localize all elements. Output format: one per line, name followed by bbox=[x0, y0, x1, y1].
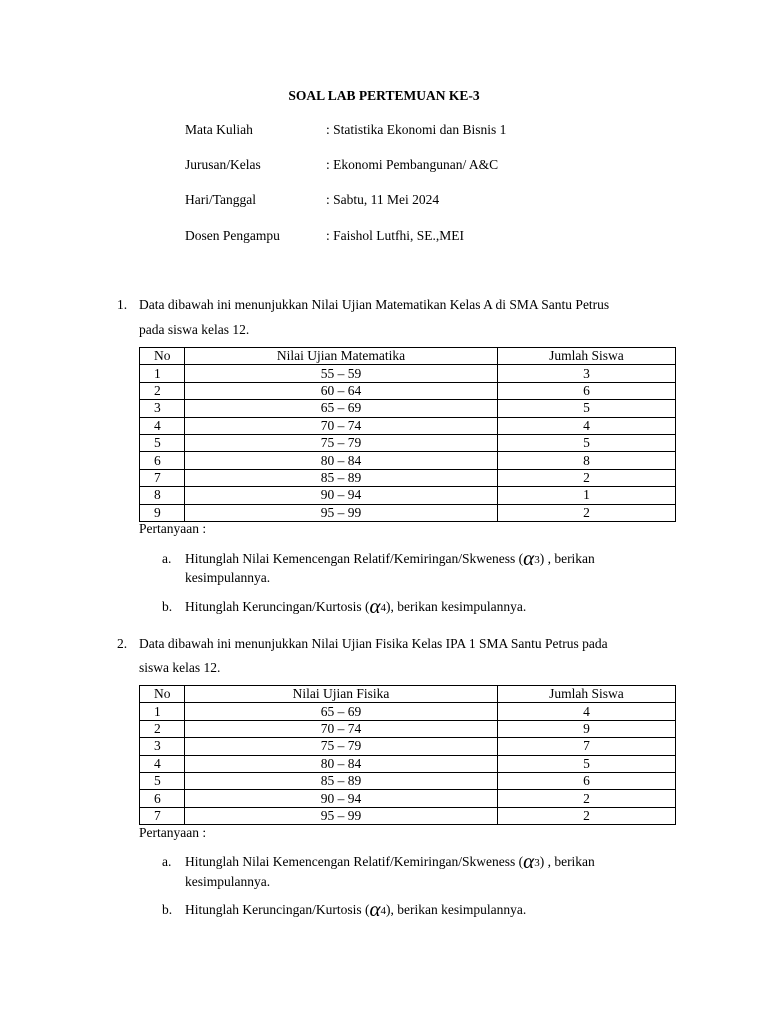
table-row bbox=[140, 504, 676, 521]
cell-no: 3 bbox=[140, 400, 185, 417]
table-header-row bbox=[140, 348, 676, 365]
page-title: SOAL LAB PERTEMUAN KE-3 bbox=[288, 88, 480, 103]
alpha-symbol: α bbox=[369, 897, 381, 921]
column-header-jumlah: Jumlah Siswa bbox=[498, 686, 676, 703]
cell-nilai: 65 – 69 bbox=[185, 400, 498, 417]
question-2-number: 2. bbox=[117, 636, 128, 651]
cell-jumlah: 1 bbox=[498, 487, 676, 504]
cell-jumlah: 2 bbox=[498, 469, 676, 486]
table-row bbox=[140, 434, 676, 451]
info-label-jurusan: Jurusan/Kelas bbox=[185, 157, 261, 172]
question-1-sub-a-marker: a. bbox=[162, 551, 172, 566]
cell-no: 5 bbox=[140, 434, 185, 451]
cell-no: 4 bbox=[140, 417, 185, 434]
cell-no: 1 bbox=[140, 365, 185, 382]
cell-nilai: 75 – 79 bbox=[185, 738, 498, 755]
question-2-sub-a-marker: a. bbox=[162, 854, 172, 869]
cell-nilai: 65 – 69 bbox=[185, 703, 498, 720]
question-1-sub-a-text: Hitunglah Nilai Kemencengan Relatif/Kemiringan/Skweness (α3) , berikan bbox=[185, 546, 595, 570]
table-row bbox=[140, 720, 676, 737]
cell-jumlah: 2 bbox=[498, 504, 676, 521]
question-2-pertanyaan-label: Pertanyaan : bbox=[139, 825, 207, 840]
table-row bbox=[140, 772, 676, 789]
info-value-hari: : Sabtu, 11 Mei 2024 bbox=[326, 192, 440, 207]
column-header-no: No bbox=[140, 686, 185, 703]
table-row bbox=[140, 487, 676, 504]
cell-jumlah: 5 bbox=[498, 434, 676, 451]
table-row bbox=[140, 417, 676, 434]
question-1-text-line1: Data dibawah ini menunjukkan Nilai Ujian Matematikan Kelas A di SMA Santu Petrus bbox=[139, 297, 610, 312]
cell-nilai: 85 – 89 bbox=[185, 772, 498, 789]
table-header-row bbox=[140, 686, 676, 703]
table-row bbox=[140, 400, 676, 417]
question-2-sub-b-marker: b. bbox=[162, 902, 173, 917]
cell-no: 7 bbox=[140, 469, 185, 486]
cell-jumlah: 6 bbox=[498, 382, 676, 399]
alpha-symbol: α bbox=[523, 849, 535, 873]
cell-nilai: 95 – 99 bbox=[185, 504, 498, 521]
question-2-data-table bbox=[139, 685, 676, 825]
cell-no: 1 bbox=[140, 703, 185, 720]
cell-no: 5 bbox=[140, 772, 185, 789]
column-header-nilai: Nilai Ujian Fisika bbox=[185, 686, 498, 703]
cell-nilai: 80 – 84 bbox=[185, 452, 498, 469]
cell-jumlah: 5 bbox=[498, 755, 676, 772]
cell-jumlah: 5 bbox=[498, 400, 676, 417]
cell-jumlah: 4 bbox=[498, 417, 676, 434]
info-label-dosen: Dosen Pengampu bbox=[185, 228, 280, 243]
question-2-text-line2: siswa kelas 12. bbox=[139, 660, 221, 675]
cell-jumlah: 3 bbox=[498, 365, 676, 382]
cell-jumlah: 4 bbox=[498, 703, 676, 720]
cell-nilai: 85 – 89 bbox=[185, 469, 498, 486]
table-row bbox=[140, 382, 676, 399]
cell-nilai: 70 – 74 bbox=[185, 417, 498, 434]
table-row bbox=[140, 738, 676, 755]
cell-jumlah: 9 bbox=[498, 720, 676, 737]
cell-no: 4 bbox=[140, 755, 185, 772]
cell-nilai: 80 – 84 bbox=[185, 755, 498, 772]
table-row bbox=[140, 365, 676, 382]
question-1-number: 1. bbox=[117, 297, 128, 312]
question-2-sub-a-line2: kesimpulannya. bbox=[185, 874, 271, 889]
info-label-hari: Hari/Tanggal bbox=[185, 192, 257, 207]
question-1-sub-b-marker: b. bbox=[162, 599, 173, 614]
question-1-data-table bbox=[139, 347, 676, 522]
cell-jumlah: 6 bbox=[498, 772, 676, 789]
info-value-jurusan: : Ekonomi Pembangunan/ A&C bbox=[326, 157, 499, 172]
info-label-mata-kuliah: Mata Kuliah bbox=[185, 122, 253, 137]
cell-no: 6 bbox=[140, 452, 185, 469]
question-1-sub-a-line2: kesimpulannya. bbox=[185, 570, 271, 585]
column-header-jumlah: Jumlah Siswa bbox=[498, 348, 676, 365]
question-2-sub-b-text: Hitunglah Keruncingan/Kurtosis (α4), berikan kesimpulannya. bbox=[185, 897, 527, 921]
column-header-no: No bbox=[140, 348, 185, 365]
table-row bbox=[140, 469, 676, 486]
column-header-nilai: Nilai Ujian Matematika bbox=[185, 348, 498, 365]
cell-nilai: 90 – 94 bbox=[185, 487, 498, 504]
alpha-symbol: α bbox=[523, 546, 535, 570]
question-1-pertanyaan-label: Pertanyaan : bbox=[139, 521, 207, 536]
table-row bbox=[140, 452, 676, 469]
table-row bbox=[140, 790, 676, 807]
cell-nilai: 90 – 94 bbox=[185, 790, 498, 807]
alpha-symbol: α bbox=[369, 594, 381, 618]
cell-nilai: 75 – 79 bbox=[185, 434, 498, 451]
info-value-dosen: : Faishol Lutfhi, SE.,MEI bbox=[326, 228, 464, 243]
cell-jumlah: 8 bbox=[498, 452, 676, 469]
cell-no: 6 bbox=[140, 790, 185, 807]
cell-jumlah: 7 bbox=[498, 738, 676, 755]
info-value-mata-kuliah: : Statistika Ekonomi dan Bisnis 1 bbox=[326, 122, 507, 137]
cell-nilai: 55 – 59 bbox=[185, 365, 498, 382]
cell-jumlah: 2 bbox=[498, 807, 676, 824]
cell-nilai: 60 – 64 bbox=[185, 382, 498, 399]
cell-nilai: 70 – 74 bbox=[185, 720, 498, 737]
question-1-text-line2: pada siswa kelas 12. bbox=[139, 322, 250, 337]
question-1-sub-b-text: Hitunglah Keruncingan/Kurtosis (α4), berikan kesimpulannya. bbox=[185, 594, 527, 618]
cell-no: 9 bbox=[140, 504, 185, 521]
cell-no: 2 bbox=[140, 720, 185, 737]
table-row bbox=[140, 807, 676, 824]
question-2-text-line1: Data dibawah ini menunjukkan Nilai Ujian Fisika Kelas IPA 1 SMA Santu Petrus pada bbox=[139, 636, 608, 651]
cell-no: 3 bbox=[140, 738, 185, 755]
table-row bbox=[140, 703, 676, 720]
table-row bbox=[140, 755, 676, 772]
question-2-sub-a-text: Hitunglah Nilai Kemencengan Relatif/Kemiringan/Skweness (α3) , berikan bbox=[185, 849, 595, 873]
cell-no: 2 bbox=[140, 382, 185, 399]
cell-jumlah: 2 bbox=[498, 790, 676, 807]
cell-nilai: 95 – 99 bbox=[185, 807, 498, 824]
cell-no: 7 bbox=[140, 807, 185, 824]
cell-no: 8 bbox=[140, 487, 185, 504]
